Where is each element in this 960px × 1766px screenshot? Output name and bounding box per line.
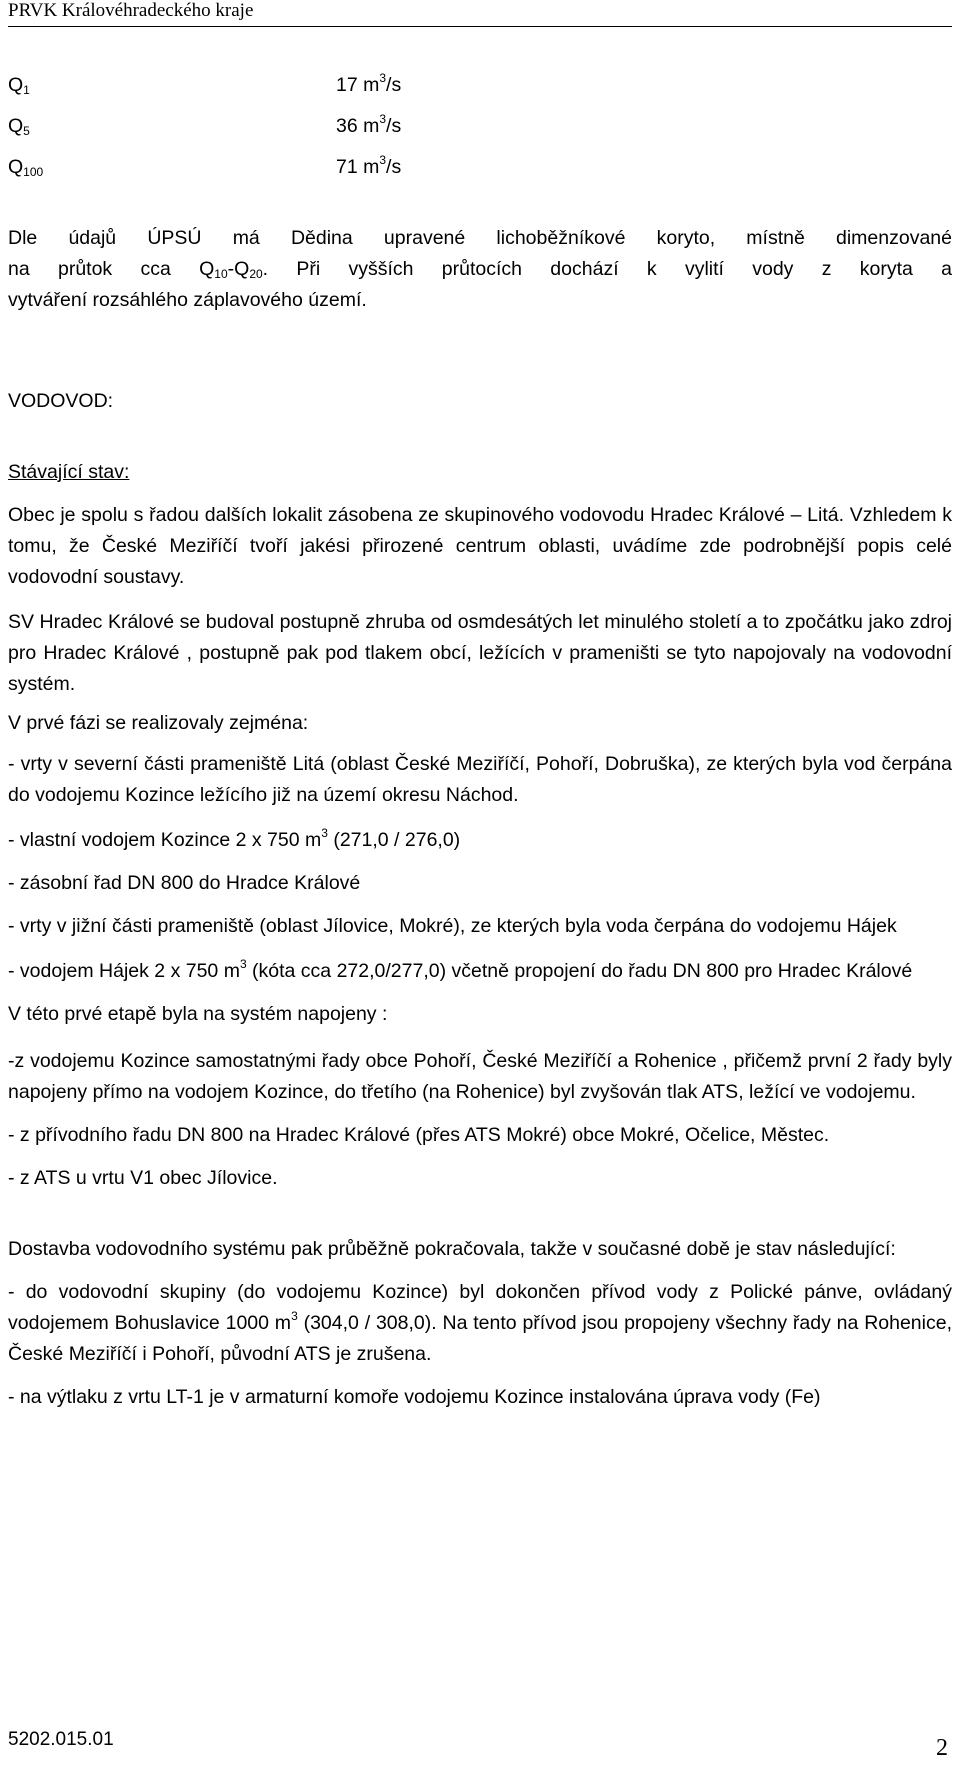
- section-subtitle: Stávající stav:: [8, 461, 130, 483]
- paragraph: Obec je spolu s řadou dalších lokalit zásobena ze skupinového vodovodu Hradec Králové – Litá. Vzhledem k tomu, že České Meziříčí tvoří jakési přirozené centrum oblasti, uvádíme zde podrobnější popis celé vodovodní soustavy.: [8, 504, 952, 588]
- paragraph: SV Hradec Králové se budoval postupně zhruba od osmdesátých let minulého století a to zpočátku jako zdroj pro Hradec Králové , postupně pak pod tlakem obcí, ležících v prameništi se tyto napojovaly na vodovodní systém.: [8, 611, 952, 695]
- flow-value: 17 $m^3/s$: [336, 71, 402, 96]
- paragraph: Dostavba vodovodního systému pak průběžně pokračovala, takže v současné době je stav následující:: [8, 1238, 896, 1260]
- list-item: - zásobní řad DN 800 do Hradce Králové: [8, 872, 361, 894]
- flow-row-q1: [8, 70, 952, 101]
- flow-label: $Q_{100}$: [8, 156, 44, 179]
- paragraph: V prvé fázi se realizovaly zejména:: [8, 712, 309, 734]
- list-item: - do vodovodní skupiny (do vodojemu Kozince) byl dokončen přívod vody z Polické pánve, ovládaný vodojemem Bohuslavice 1000 $m^3$ (304,0 / 308,0). Na tento přívod jsou propojeny všechny řady na Rohenice, České Meziříčí i Pohoří, původní ATS je zrušena.: [8, 1281, 952, 1365]
- list-item: - z přívodního řadu DN 800 na Hradec Králové (přes ATS Mokré) obce Mokré, Očelice, Městec.: [8, 1124, 830, 1146]
- flow-value: 36 $m^3/s$: [336, 112, 402, 137]
- list-item: - vrty v severní části prameniště Litá (oblast České Meziříčí, Pohoří, Dobruška), ze kterých byla vod čerpána do vodojemu Kozince ležícího již na území okresu Náchod.: [8, 753, 952, 806]
- flow-label: $Q_5$: [8, 115, 30, 138]
- page-number: 2: [936, 1735, 948, 1761]
- flow-row-q100: [8, 152, 952, 183]
- intro-line: Dle údajů ÚPSÚ má Dědina upravené lichoběžníkové koryto, místně dimenzované: [8, 227, 952, 249]
- list-item: - vodojem Hájek 2 x 750 $m^3$ (kóta cca 272,0/277,0) včetně propojení do řadu DN 800 pro Hradec Králové: [8, 957, 913, 982]
- list-item: -z vodojemu Kozince samostatnými řady obce Pohoří, České Meziříčí a Rohenice , přičemž první 2 řady byly napojeny přímo na vodojem Kozince, do třetího (na Rohenice) byl zvyšován tlak ATS, ležící ve vodojemu.: [8, 1050, 952, 1103]
- list-item: - vlastní vodojem Kozince 2 x 750 $m^3$ (271,0 / 276,0): [8, 826, 461, 851]
- document-body: [8, 70, 952, 1413]
- flow-row-q5: [8, 111, 952, 142]
- section-title: VODOVOD:: [8, 390, 114, 412]
- paragraph: V této prvé etapě byla na systém napojeny :: [8, 1003, 388, 1025]
- list-item: - na výtlaku z vrtu LT-1 je v armaturní komoře vodojemu Kozince instalována úprava vody (Fe): [8, 1386, 821, 1408]
- intro-line: vytváření rozsáhlého záplavového území.: [8, 289, 367, 311]
- intro-line: na průtok cca $Q_{10}-Q_{20}$. Při vyšších průtocích dochází k vylití vody z koryta a: [8, 258, 952, 281]
- flow-value: 71 $m^3/s$: [336, 153, 402, 178]
- flow-label: $Q_1$: [8, 74, 30, 97]
- header-divider: [8, 26, 952, 27]
- page-header-title: PRVK Královéhradeckého kraje: [8, 0, 254, 21]
- list-item: - z ATS u vrtu V1 obec Jílovice.: [8, 1167, 278, 1189]
- list-item: - vrty v jižní části prameniště (oblast Jílovice, Mokré), ze kterých byla voda čerpána do vodojemu Hájek: [8, 915, 897, 937]
- document-code: 5202.015.01: [8, 1729, 114, 1750]
- intro-paragraph: [8, 223, 952, 316]
